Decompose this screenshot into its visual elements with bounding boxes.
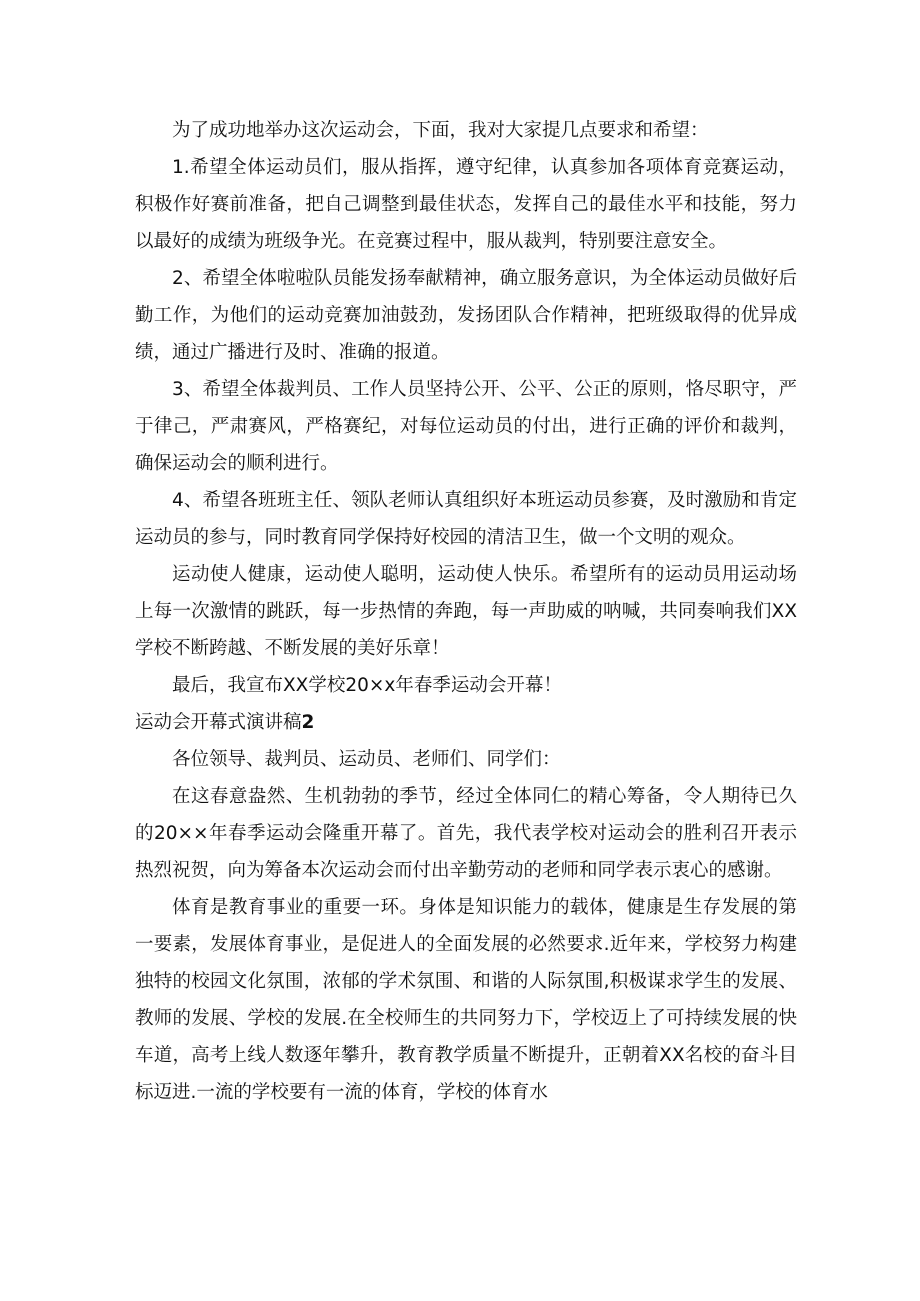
paragraph-salutation: 各位领导、裁判员、运动员、老师们、同学们： — [172, 749, 561, 770]
section-heading-text: 运动会开幕式演讲稿 — [135, 712, 302, 733]
paragraph-sports-education: 体育是教育事业的重要一环。身体是知识能力的载体，健康是生存发展的第一要素，发展体育事业，是促进人的全面发展的必然要求.近年来，学校努力构建独特的校园文化氛围，浓郁的学术氛围、和谐的人际氛围,积极谋求学生的发展、教师的发展、学校的发展.在全校师生的共同努力下，学校迈上了可持续发展的快车道，高考上线人数逐年攀升，教育教学质量不断提升，正朝着XX名校的奋斗目标迈进.一流的学校要有一流的体育，学校的体育水 — [135, 897, 797, 1103]
paragraph-requirement-1: 1.希望全体运动员们，服从指挥，遵守纪律，认真参加各项体育竞赛运动，积极作好赛前准备，把自己调整到最佳状态，发挥自己的最佳水平和技能，努力以最好的成绩为班级争光。在竞赛过程中，服从裁判，特别要注意安全。 — [135, 157, 797, 252]
paragraph-opening-declaration: 最后，我宣布XX学校20×x年春季运动会开幕！ — [172, 675, 562, 696]
paragraph-requirement-3: 3、希望全体裁判员、工作人员坚持公开、公平、公正的原则，恪尽职守，严于律己，严肃赛风，严格赛纪，对每位运动员的付出，进行正确的评价和裁判，确保运动会的顺利进行。 — [135, 379, 797, 474]
section-heading — [135, 704, 797, 741]
paragraph-requirement-2: 2、希望全体啦啦队员能发扬奉献精神，确立服务意识，为全体运动员做好后勤工作，为他们的运动竞赛加油鼓劲，发扬团队合作精神，把班级取得的优异成绩，通过广播进行及时、准确的报道。 — [135, 268, 797, 363]
paragraph-sports-motto: 运动使人健康，运动使人聪明，运动使人快乐。希望所有的运动员用运动场上每一次激情的跳跃，每一步热情的奔跑，每一声助威的呐喊，共同奏响我们XX学校不断跨越、不断发展的美好乐章！ — [135, 564, 797, 659]
paragraph-requirement-4: 4、希望各班班主任、领队老师认真组织好本班运动员参赛，及时激励和肯定运动员的参与，同时教育同学保持好校园的清洁卫生，做一个文明的观众。 — [135, 490, 797, 548]
section-heading-number: 2 — [301, 712, 315, 733]
document-body — [135, 112, 797, 1111]
paragraph-welcome: 在这春意盎然、生机勃勃的季节，经过全体同仁的精心筹备，令人期待已久的20××年春季运动会隆重开幕了。首先，我代表学校对运动会的胜利召开表示热烈祝贺，向为筹备本次运动会而付出辛勤劳动的老师和同学表示衷心的感谢。 — [135, 786, 797, 881]
paragraph-intro: 为了成功地举办这次运动会，下面，我对大家提几点要求和希望： — [172, 120, 709, 141]
